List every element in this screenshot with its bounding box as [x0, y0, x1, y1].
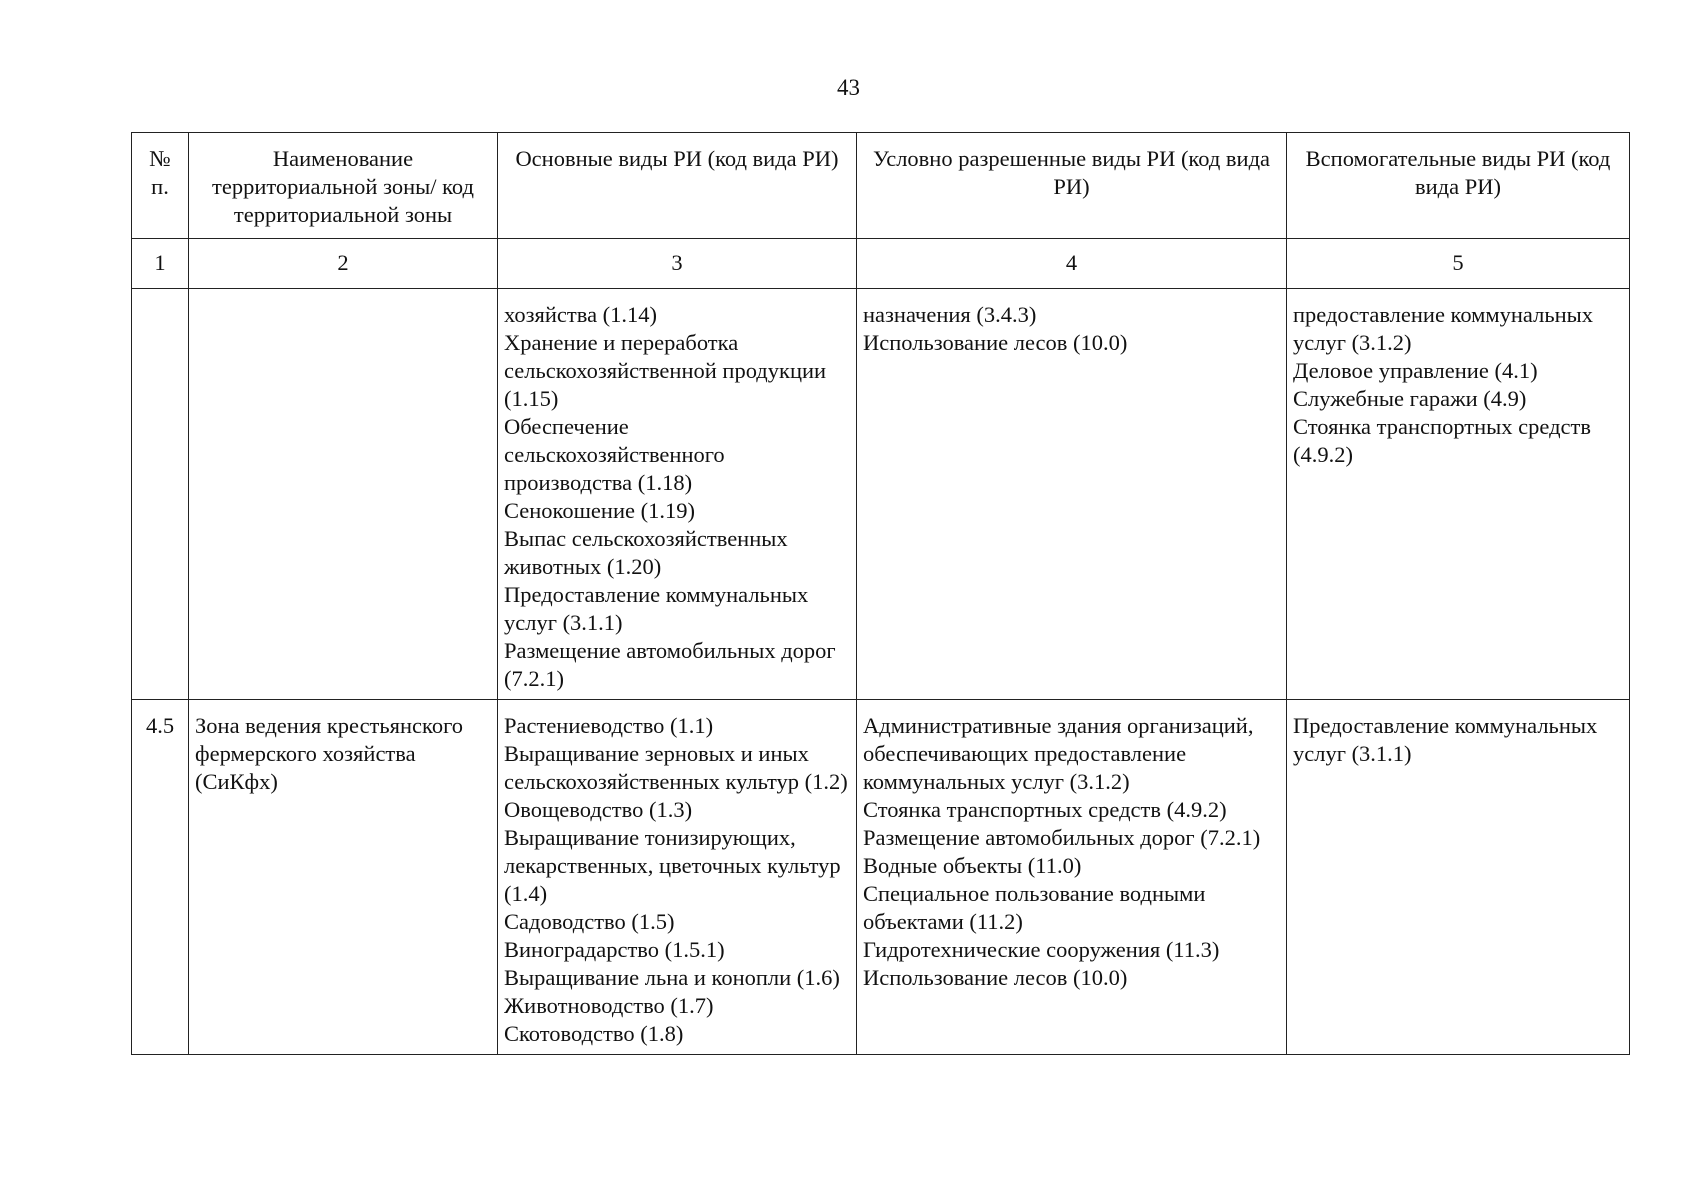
column-number: 1 [132, 239, 189, 289]
use-entry: Обеспечение сельскохозяйственного производства (1.18) [504, 414, 725, 495]
header-number: № п. [132, 133, 189, 239]
column-number: 4 [857, 239, 1287, 289]
page-number: 43 [837, 75, 860, 100]
column-number: 3 [498, 239, 857, 289]
use-entry: Растениеводство (1.1) [504, 713, 714, 738]
use-entry: Служебные гаражи (4.9) [1293, 386, 1527, 411]
use-entry: Размещение автомобильных дорог (7.2.1) [504, 638, 836, 691]
table-row [132, 700, 1630, 1055]
use-entry: Виноградарство (1.5.1) [504, 937, 725, 962]
use-entry: Деловое управление (4.1) [1293, 358, 1538, 383]
header-zone-name: Наименование территориальной зоны/ код территориальной зоны [189, 133, 498, 239]
table-row [132, 289, 1630, 700]
column-number: 5 [1287, 239, 1630, 289]
cell-zone-name [189, 289, 498, 700]
use-entry: Сенокошение (1.19) [504, 498, 695, 523]
use-entry: Использование лесов (10.0) [863, 330, 1128, 355]
use-entry: Административные здания организаций, обеспечивающих предоставление коммунальных услуг (3.1.2) [863, 713, 1254, 794]
use-entry: Выращивание льна и конопли (1.6) [504, 965, 840, 990]
use-entry: Животноводство (1.7) [504, 993, 714, 1018]
cell-number [132, 289, 189, 700]
use-entry: Использование лесов (10.0) [863, 965, 1128, 990]
use-entry: Овощеводство (1.3) [504, 797, 693, 822]
cell-zone-name: Зона ведения крестьянского фермерского хозяйства (СиКфх) [189, 700, 498, 1055]
use-entry: Хранение и переработка сельскохозяйственной продукции (1.15) [504, 330, 827, 411]
cell-auxiliary-uses [1287, 700, 1630, 1055]
use-entry: хозяйства (1.14) [504, 302, 658, 327]
use-entry: предоставление коммунальных услуг (3.1.2) [1293, 302, 1594, 355]
use-entry: назначения (3.4.3) [863, 302, 1037, 327]
use-entry: Предоставление коммунальных услуг (3.1.1) [1293, 713, 1598, 766]
use-entry: Скотоводство (1.8) [504, 1021, 684, 1046]
header-auxiliary-uses: Вспомогательные виды РИ (код вида РИ) [1287, 133, 1630, 239]
use-entry: Размещение автомобильных дорог (7.2.1) [863, 825, 1261, 850]
use-entry: Садоводство (1.5) [504, 909, 675, 934]
use-entry: Выращивание тонизирующих, лекарственных, цветочных культур (1.4) [504, 825, 841, 906]
cell-auxiliary-uses [1287, 289, 1630, 700]
use-entry: Предоставление коммунальных услуг (3.1.1) [504, 582, 809, 635]
header-main-uses: Основные виды РИ (код вида РИ) [498, 133, 857, 239]
header-conditional-uses: Условно разрешенные виды РИ (код вида РИ) [857, 133, 1287, 239]
use-entry: Выпас сельскохозяйственных животных (1.20) [504, 526, 788, 579]
zoning-table [131, 132, 1630, 1055]
use-entry: Выращивание зерновых и иных сельскохозяйственных культур (1.2) [504, 741, 848, 794]
cell-conditional-uses [857, 700, 1287, 1055]
use-entry: Специальное пользование водными объектами (11.2) [863, 881, 1206, 934]
column-number: 2 [189, 239, 498, 289]
column-number-row [132, 239, 1630, 289]
cell-main-uses [498, 700, 857, 1055]
table-header-row [132, 133, 1630, 239]
cell-main-uses [498, 289, 857, 700]
use-entry: Водные объекты (11.0) [863, 853, 1082, 878]
cell-conditional-uses [857, 289, 1287, 700]
use-entry: Гидротехнические сооружения (11.3) [863, 937, 1220, 962]
table-body [132, 289, 1630, 1055]
use-entry: Стоянка транспортных средств (4.9.2) [1293, 414, 1591, 467]
cell-number: 4.5 [132, 700, 189, 1055]
use-entry: Стоянка транспортных средств (4.9.2) [863, 797, 1227, 822]
